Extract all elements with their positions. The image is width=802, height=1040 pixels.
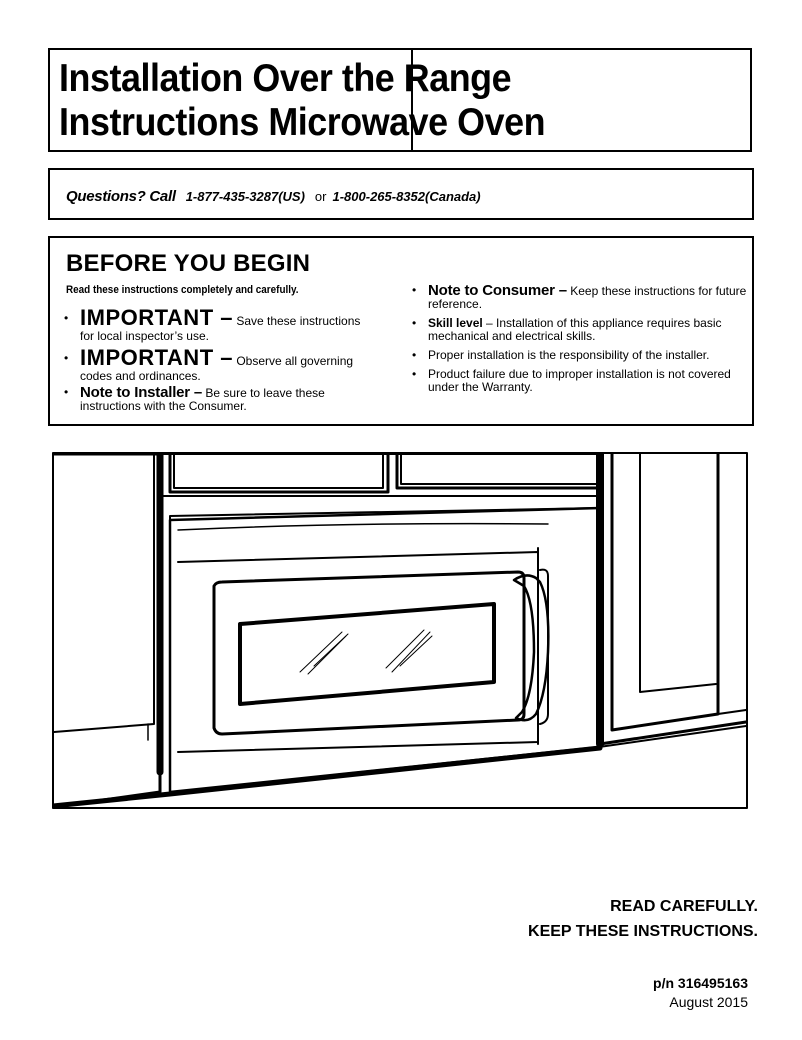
item-lead: Skill level — [428, 316, 483, 330]
list-item — [412, 368, 752, 394]
phone-us: 1-877-435-3287(US) — [185, 189, 305, 204]
list-item — [64, 346, 374, 383]
read-carefully-block — [528, 894, 758, 944]
list-item — [412, 317, 752, 343]
list-item — [64, 306, 374, 343]
before-you-begin-box — [48, 236, 754, 426]
questions-label: Questions? Call — [66, 188, 176, 205]
bullet: • — [412, 283, 417, 297]
bullet: • — [64, 311, 69, 325]
title-line-1: Installation Over the Range — [59, 57, 512, 100]
item-text: Keep these instructions for future reference. — [428, 284, 747, 311]
list-item — [64, 386, 374, 413]
list-item — [412, 349, 752, 362]
before-heading: BEFORE YOU BEGIN — [66, 250, 311, 277]
publication-date: August 2015 — [669, 994, 748, 1010]
item-text: Proper installation is the responsibility of the installer. — [428, 348, 710, 362]
bullet: • — [64, 351, 69, 365]
list-item — [412, 284, 752, 311]
item-text: Product failure due to improper installation is not covered under the Warranty. — [428, 367, 731, 394]
contact-box — [48, 168, 754, 220]
cabinet-bottom-edge — [53, 748, 600, 806]
or-label: or — [314, 189, 327, 204]
left-cabinet — [53, 454, 160, 807]
contact-line — [66, 188, 481, 205]
right-cabinet — [592, 454, 746, 748]
item-text: – Installation of this appliance requires basic mechanical and electrical skills. — [428, 316, 722, 343]
microwave-body — [170, 508, 600, 792]
read-carefully-text: READ CAREFULLY. — [610, 898, 758, 915]
bullet: • — [412, 348, 417, 362]
phone-canada: 1-800-265-8352(Canada) — [332, 189, 481, 204]
bullet: • — [412, 367, 417, 381]
item-text: Observe all governing codes and ordinances. — [80, 354, 354, 383]
microwave-illustration — [52, 452, 748, 809]
title-line-2: Instructions Microwave Oven — [59, 101, 546, 144]
item-text: Be sure to leave these instructions with the Consumer. — [80, 386, 325, 413]
left-column — [64, 306, 374, 416]
bullet: • — [64, 385, 69, 399]
title-box — [48, 48, 752, 152]
bullet: • — [412, 316, 417, 330]
part-number: p/n 316495163 — [653, 975, 748, 991]
item-lead: Note to Consumer – — [428, 282, 567, 299]
item-lead: Note to Installer – — [80, 384, 203, 401]
item-lead: IMPORTANT – — [80, 305, 233, 330]
item-text: Save these instructions for local inspector’s use. — [80, 314, 361, 343]
right-column — [412, 284, 752, 397]
item-lead: IMPORTANT – — [80, 345, 233, 370]
part-number-block — [653, 974, 748, 1012]
keep-instructions-text: KEEP THESE INSTRUCTIONS. — [528, 923, 758, 940]
before-subheading: Read these instructions completely and carefully. — [66, 284, 299, 296]
